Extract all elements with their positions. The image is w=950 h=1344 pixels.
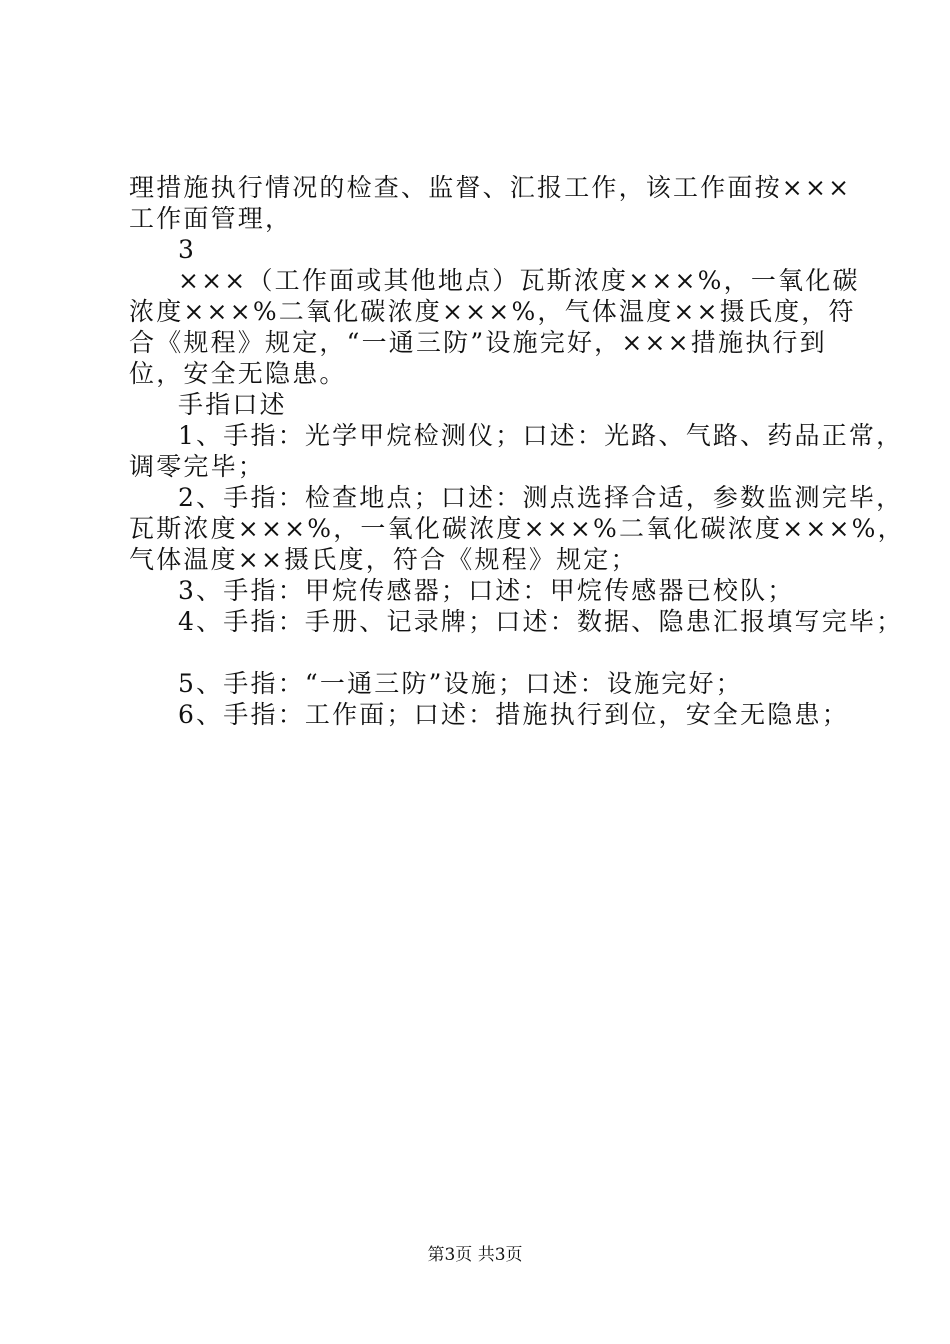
text-line: 合《规程》规定，“一通三防”设施完好，×××措施执行到	[129, 328, 827, 357]
list-item: 4、手指：手册、记录牌；口述：数据、隐患汇报填写完毕；	[178, 607, 904, 636]
text-line: 理措施执行情况的检查、监督、汇报工作，该工作面按×××	[129, 173, 852, 202]
list-item-continuation: 气体温度××摄氏度，符合《规程》规定；	[129, 545, 638, 574]
list-item-continuation: 调零完毕；	[129, 452, 266, 481]
list-item: 5、手指：“一通三防”设施；口述：设施完好；	[178, 669, 743, 698]
list-item-continuation: 瓦斯浓度×××%，一氧化碳浓度×××%二氧化碳浓度×××%，	[129, 514, 905, 543]
document-body	[129, 172, 905, 730]
blank-line	[129, 637, 841, 668]
section-heading: 手指口述	[178, 390, 287, 419]
text-line: 浓度×××%二氧化碳浓度×××%，气体温度××摄氏度，符	[129, 297, 856, 326]
list-item: 1、手指：光学甲烷检测仪；口述：光路、气路、药品正常，	[178, 421, 904, 450]
text-line: 位，安全无隐患。	[129, 359, 347, 388]
text-line: ×××（工作面或其他地点）瓦斯浓度×××%，一氧化碳	[178, 266, 860, 295]
section-number: 3	[178, 235, 197, 264]
text-line: 工作面管理，	[129, 204, 293, 233]
page-footer: 第3页 共3页	[427, 1245, 523, 1265]
list-item: 2、手指：检查地点；口述：测点选择合适，参数监测完毕，	[178, 483, 904, 512]
list-item: 3、手指：甲烷传感器；口述：甲烷传感器已校队；	[178, 576, 795, 605]
list-item: 6、手指：工作面；口述：措施执行到位，安全无隐患；	[178, 700, 849, 729]
